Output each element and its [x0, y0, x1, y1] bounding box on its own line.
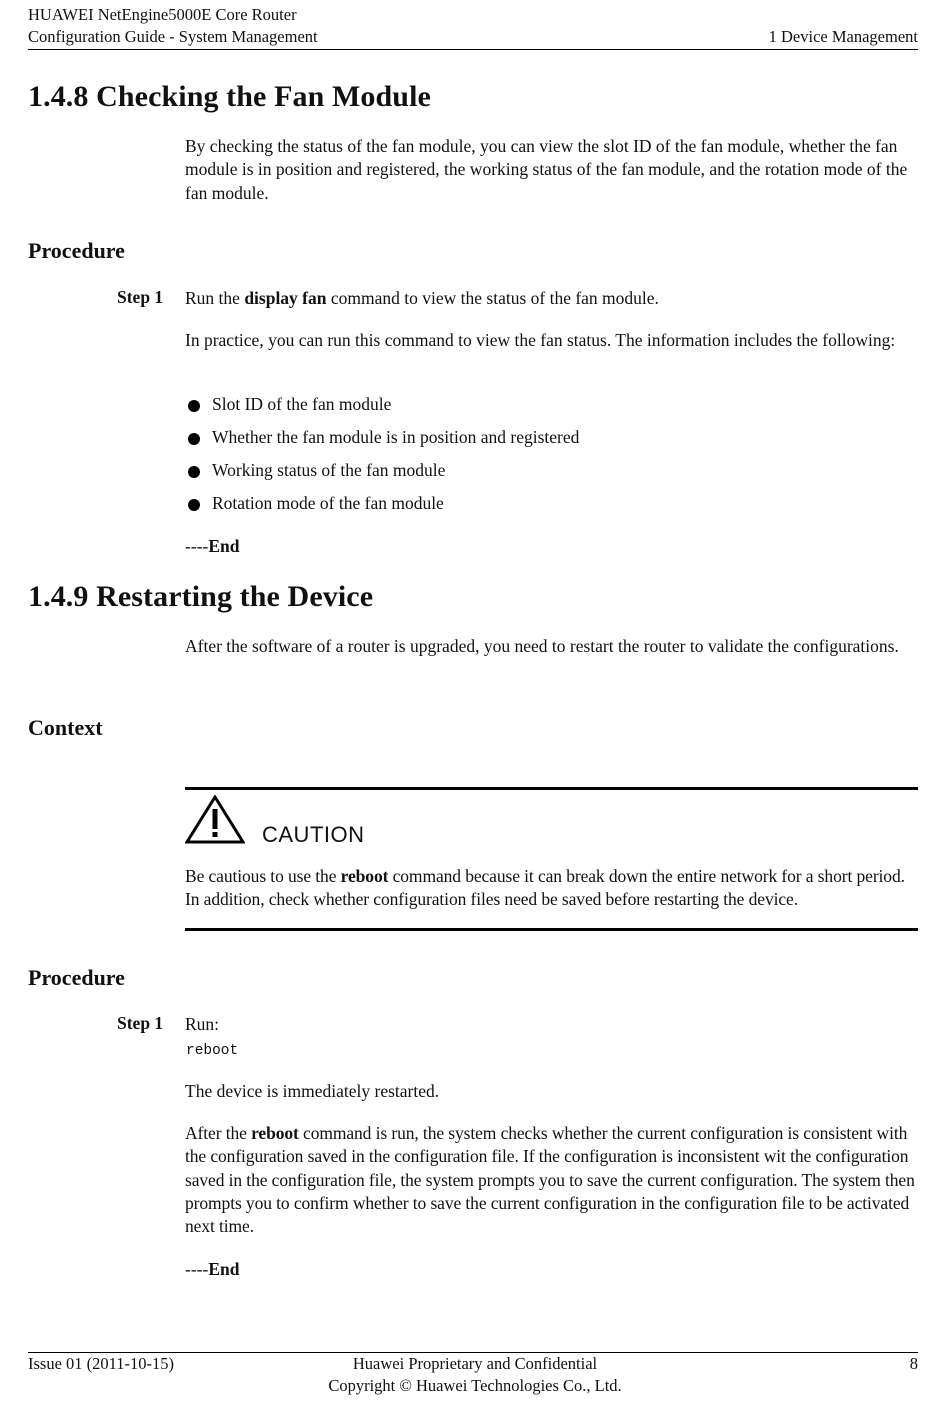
- section-title-restarting-device: 1.4.9 Restarting the Device: [28, 580, 374, 613]
- restart-result-text: The device is immediately restarted.: [185, 1081, 440, 1101]
- step-run-text: Run:: [185, 1014, 220, 1034]
- header-rule: [28, 49, 918, 50]
- practice-paragraph: In practice, you can run this command to view the fan status. The information includes the following:: [185, 330, 896, 350]
- list-item: Whether the fan module is in position and registered: [212, 427, 580, 447]
- procedure-heading: Procedure: [28, 238, 125, 263]
- procedure-end-marker: ----End: [185, 1259, 240, 1279]
- procedure-heading: Procedure: [28, 965, 125, 990]
- step-label: Step 1: [117, 1013, 164, 1033]
- bullet-icon: [188, 400, 200, 412]
- page-number: 8: [909, 1354, 918, 1373]
- footer-copyright: Copyright © Huawei Technologies Co., Ltd.: [328, 1376, 622, 1395]
- bullet-icon: [188, 499, 200, 511]
- footer-proprietary: Huawei Proprietary and Confidential: [352, 1354, 598, 1373]
- caution-text: Be cautious to use the reboot command because it can break down the entire network for a short period. In addition, check whether configuration files need be saved before restarting the device.: [185, 866, 905, 910]
- command-display-fan: display fan: [244, 288, 327, 308]
- fan-intro-paragraph: By checking the status of the fan module, you can view the slot ID of the fan module, whether the fan module is in position and registered, the working status of the fan module, and the rotation mode of the fan module.: [185, 136, 908, 203]
- command-reboot: reboot: [251, 1123, 299, 1143]
- bullet-icon: [188, 433, 200, 445]
- after-reboot-paragraph: After the reboot command is run, the system checks whether the current configuration is consistent with the configuration saved in the configuration file. If the configuration is inconsistent wit the configuration saved in the configuration file, the system prompts you to save the current configuration. The system then prompts you to confirm whether to save the current configuration in the configuration file to be activated next time.: [185, 1123, 915, 1237]
- step-text: Run the display fan command to view the status of the fan module.: [185, 288, 659, 308]
- header-chapter: 1 Device Management: [768, 27, 918, 46]
- caution-label: CAUTION: [262, 822, 365, 847]
- list-item: Working status of the fan module: [212, 460, 446, 480]
- caution-bottom-rule: [185, 928, 918, 931]
- header-product: HUAWEI NetEngine5000E Core Router: [28, 5, 297, 24]
- code-reboot: reboot: [186, 1043, 239, 1059]
- caution-top-rule: [185, 787, 918, 790]
- list-item: Slot ID of the fan module: [212, 394, 392, 414]
- restart-intro-paragraph: After the software of a router is upgraded, you need to restart the router to validate the configurations.: [185, 636, 899, 656]
- step-label: Step 1: [117, 287, 164, 307]
- list-item: Rotation mode of the fan module: [212, 493, 444, 513]
- context-heading: Context: [28, 715, 103, 740]
- command-reboot: reboot: [340, 866, 389, 886]
- header-guide: Configuration Guide - System Management: [28, 27, 318, 46]
- footer-issue: Issue 01 (2011-10-15): [28, 1354, 175, 1373]
- section-title-fan-module: 1.4.8 Checking the Fan Module: [28, 80, 431, 113]
- warning-triangle-icon: [185, 795, 245, 845]
- bullet-icon: [188, 466, 200, 478]
- procedure-end-marker: ----End: [185, 536, 240, 556]
